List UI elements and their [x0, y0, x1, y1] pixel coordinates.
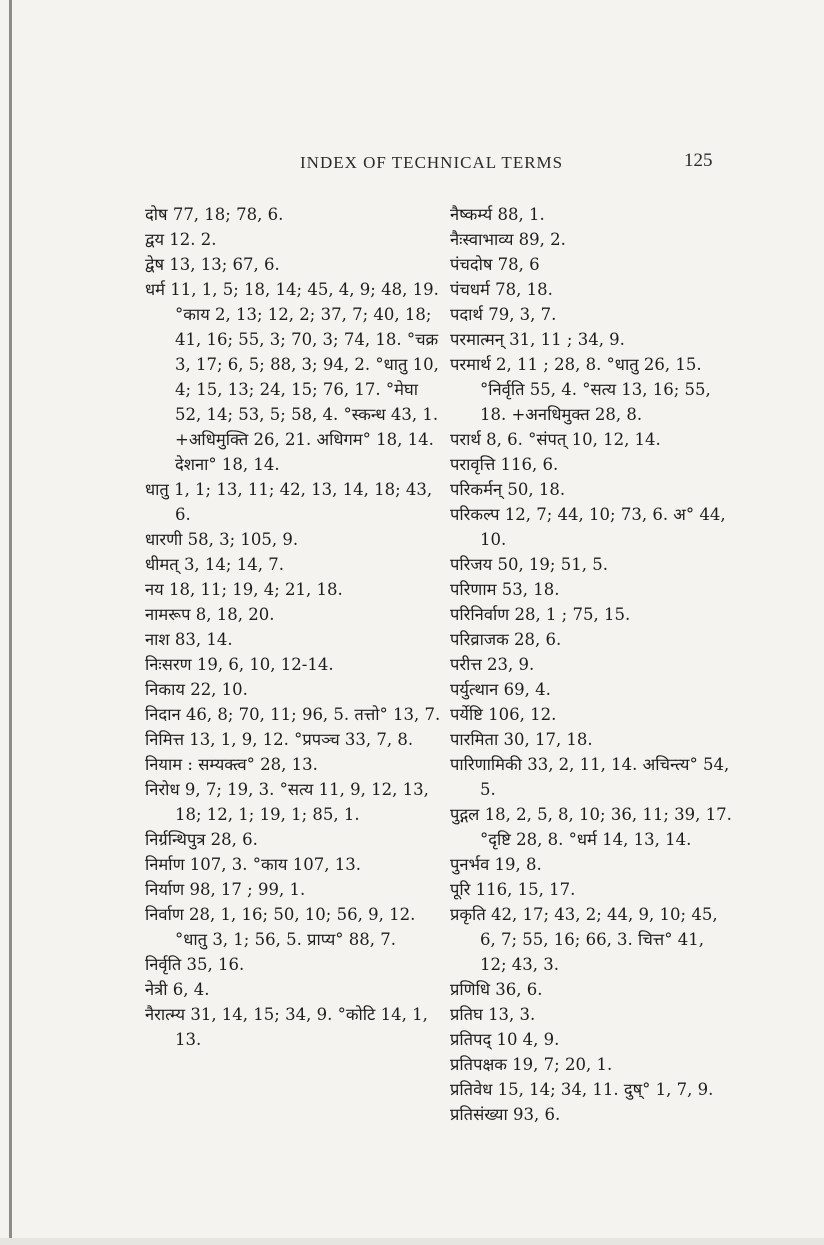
index-entry: नियाम : सम्यक्त्व° 28, 13.	[145, 755, 318, 774]
index-entry: पारिणामिकी 33, 2, 11, 14. अचिन्त्य° 54, 5.	[450, 755, 730, 799]
index-entry: निमित्त 13, 1, 9, 12. °प्रपञ्च 33, 7, 8.	[145, 730, 414, 749]
page-header	[0, 150, 824, 180]
index-entry: प्रकृति 42, 17; 43, 2; 44, 9, 10; 45, 6, 7; 55, 16; 66, 3. चित्त° 41, 12; 43, 3.	[450, 905, 718, 974]
index-entry: प्रतिपद् 10 4, 9.	[450, 1030, 560, 1049]
index-entry: द्वय 12. 2.	[145, 230, 217, 249]
index-entry: निर्माण 107, 3. °काय 107, 13.	[145, 855, 361, 874]
index-entry: पारमिता 30, 17, 18.	[450, 730, 593, 749]
index-entry: परमात्मन् 31, 11 ; 34, 9.	[450, 330, 625, 349]
index-entry: धातु 1, 1; 13, 11; 42, 13, 14, 18; 43, 6.	[145, 480, 433, 524]
page-number: 125	[684, 150, 713, 171]
index-entry: परिकल्प 12, 7; 44, 10; 73, 6. अ° 44, 10.	[450, 505, 726, 549]
index-entry: पर्येष्टि 106, 12.	[450, 705, 557, 724]
page-bottom-edge	[0, 1238, 824, 1245]
index-entry: प्रतिघ 13, 3.	[450, 1005, 536, 1024]
index-entry: निर्वाण 28, 1, 16; 50, 10; 56, 9, 12. °धातु 3, 1; 56, 5. प्राप्य° 88, 7.	[145, 905, 416, 949]
index-entry: निकाय 22, 10.	[145, 680, 248, 699]
index-entry: द्वेष 13, 13; 67, 6.	[145, 255, 280, 274]
index-entry: पदार्थ 79, 3, 7.	[450, 305, 557, 324]
index-entry: नैरात्म्य 31, 14, 15; 34, 9. °कोटि 14, 1, 13.	[145, 1005, 428, 1049]
index-entry: निर्वृति 35, 16.	[145, 955, 245, 974]
index-entry: परमार्थ 2, 11 ; 28, 8. °धातु 26, 15. °निर्वृति 55, 4. °सत्य 13, 16; 55, 18. +अनधिमुक्त 28, 8.	[450, 355, 711, 424]
running-title: INDEX OF TECHNICAL TERMS	[300, 153, 564, 172]
index-entry: परिनिर्वाण 28, 1 ; 75, 15.	[450, 605, 631, 624]
page-binding-edge	[9, 0, 12, 1245]
index-entry: धीमत् 3, 14; 14, 7.	[145, 555, 284, 574]
index-entry: निर्याण 98, 17 ; 99, 1.	[145, 880, 306, 899]
index-entry: प्रतिपक्षक 19, 7; 20, 1.	[450, 1055, 613, 1074]
index-entry: परार्थ 8, 6. °संपत् 10, 12, 14.	[450, 430, 661, 449]
index-entry: धर्म 11, 1, 5; 18, 14; 45, 4, 9; 48, 19. °काय 2, 13; 12, 2; 37, 7; 40, 18; 41, 16; 55, 3; 70, 3; 74, 18. °चक्र 3, 17; 6, 5; 88, 3; 94, 2. °धातु 10, 4; 15, 13; 24, 15; 76, 17. °मेघा 52, 14; 53, 5; 58, 4. °स्कन्ध 43, 1. +अधिमुक्ति 26, 21. अधिगम° 18, 14. देशना° 18, 14.	[145, 280, 439, 474]
index-entry: परिणाम 53, 18.	[450, 580, 560, 599]
index-column-right	[450, 202, 735, 1127]
index-entry: परावृत्ति 116, 6.	[450, 455, 559, 474]
index-entry: नेत्री 6, 4.	[145, 980, 210, 999]
index-entry: नैष्कर्म्य 88, 1.	[450, 205, 545, 224]
index-entry: निर्ग्रन्थिपुत्र 28, 6.	[145, 830, 258, 849]
index-entry: पंचदोष 78, 6	[450, 255, 540, 274]
index-entry: पुनर्भव 19, 8.	[450, 855, 542, 874]
index-entry: नैःस्वाभाव्य 89, 2.	[450, 230, 566, 249]
index-entry: परिजय 50, 19; 51, 5.	[450, 555, 608, 574]
index-entry: परिव्राजक 28, 6.	[450, 630, 562, 649]
index-entry: दोष 77, 18; 78, 6.	[145, 205, 284, 224]
index-entry: पंचधर्म 78, 18.	[450, 280, 553, 299]
index-entry: नाश 83, 14.	[145, 630, 233, 649]
index-entry: नय 18, 11; 19, 4; 21, 18.	[145, 580, 343, 599]
index-column-left	[145, 202, 445, 1052]
index-entry: परीत्त 23, 9.	[450, 655, 535, 674]
index-entry: निरोध 9, 7; 19, 3. °सत्य 11, 9, 12, 13, 18; 12, 1; 19, 1; 85, 1.	[145, 780, 429, 824]
index-entry: नामरूप 8, 18, 20.	[145, 605, 275, 624]
index-entry: पर्युत्थान 69, 4.	[450, 680, 551, 699]
index-entry: प्रणिधि 36, 6.	[450, 980, 543, 999]
index-entry: पुद्गल 18, 2, 5, 8, 10; 36, 11; 39, 17. °दृष्टि 28, 8. °धर्म 14, 13, 14.	[450, 805, 732, 849]
index-entry: परिकर्मन् 50, 18.	[450, 480, 566, 499]
index-entry: धारणी 58, 3; 105, 9.	[145, 530, 299, 549]
index-entry: प्रतिसंख्या 93, 6.	[450, 1105, 561, 1124]
index-entry: निःसरण 19, 6, 10, 12-14.	[145, 655, 334, 674]
index-entry: पूरि 116, 15, 17.	[450, 880, 576, 899]
index-entry: निदान 46, 8; 70, 11; 96, 5. तत्तो° 13, 7.	[145, 705, 441, 724]
index-entry: प्रतिवेध 15, 14; 34, 11. दुष्° 1, 7, 9.	[450, 1080, 714, 1099]
